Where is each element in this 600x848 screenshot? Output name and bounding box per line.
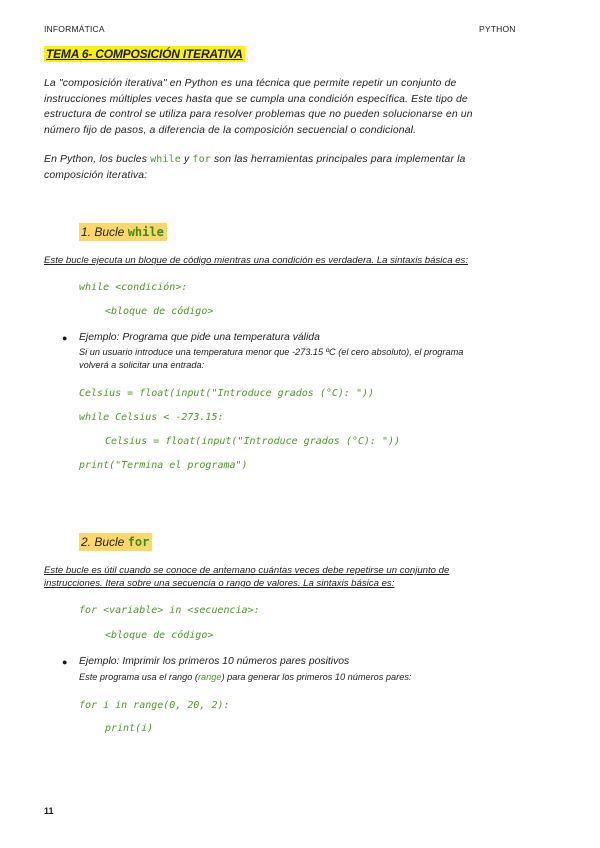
intro-line: estructura de control se utiliza para resolver problemas que no pueden solucionarse en un (44, 109, 473, 120)
header-topic: PYTHON (479, 24, 516, 34)
for-example-pre: Este programa usa el rango ( (79, 672, 198, 682)
intro-line: número fijo de pasos, a diferencia de la composición secuencial o condicional. (44, 124, 417, 136)
intro-line: La "composición iterativa" en Python es una técnica que permite repetir un conjunto de (44, 78, 457, 89)
section-while-description: Este bucle ejecuta un bloque de código mientras una condición es verdadera. La sintaxis básica es: (44, 255, 468, 266)
while-example-line: volverá a solicitar una entrada: (79, 360, 205, 370)
section-heading-keyword: while (127, 225, 164, 239)
for-syntax-line-2: <bloque de código> (105, 630, 214, 641)
intro2-paragraph (44, 152, 564, 183)
bullet-dot: ● (62, 333, 68, 343)
page-title-wrap (44, 45, 245, 63)
section-heading-prefix: 1. Bucle (81, 225, 128, 239)
for-syntax-line-1: for <variable> in <secuencia>: (79, 605, 260, 616)
bullet-dot: ● (62, 657, 68, 667)
intro2-mid: y (180, 154, 193, 165)
while-code-line-2: while Celsius < -273.15: (79, 412, 224, 423)
page-title: TEMA 6- COMPOSICIÓN ITERATIVA (46, 47, 243, 61)
for-example-post: ) para generar los primeros 10 números pares: (221, 672, 412, 682)
intro2-pre: En Python, los bucles (44, 154, 151, 165)
for-desc-line: Este bucle es útil cuando se conoce de antemano cuántas veces debe repetirse un conjunto de (44, 565, 450, 576)
section-heading-prefix: 2. Bucle (81, 535, 128, 549)
page-number: 11 (44, 806, 54, 816)
for-example-description (79, 671, 579, 684)
for-example-title: Ejemplo: Imprimir los primeros 10 números pares positivos (79, 656, 350, 667)
while-syntax-line-2: <bloque de código> (105, 306, 214, 317)
while-code-line-3: Celsius = float(input("Introduce grados (°C): ")) (105, 436, 401, 447)
section-while-heading (79, 223, 167, 241)
while-example-title: Ejemplo: Programa que pide una temperatura válida (79, 332, 320, 343)
while-example-description (79, 346, 579, 372)
section-for-description (44, 564, 574, 590)
for-desc-line: instrucciones. Itera sobre una secuencia o rango de valores. La sintaxis básica es: (44, 578, 395, 589)
intro-paragraph (44, 76, 564, 138)
intro-line: instrucciones múltiples veces hasta que se cumpla una condición específica. Este tipo de (44, 93, 468, 105)
for-code-line-2: print(i) (105, 723, 154, 734)
while-code-line-4: print("Termina el programa") (79, 460, 248, 471)
while-code-line-1: Celsius = float(input("Introduce grados (°C): ")) (79, 388, 375, 399)
header-subject: INFORMÁTICA (44, 24, 105, 34)
for-code-line-1: for i in range(0, 20, 2): (79, 700, 230, 711)
keyword-while: while (150, 154, 181, 165)
while-syntax-line-1: while <condición>: (79, 282, 188, 293)
intro2-post: son las herramientas principales para implementar la (210, 154, 466, 165)
keyword-range: range (198, 672, 222, 682)
keyword-for: for (192, 154, 211, 165)
while-example-line: Si un usuario introduce una temperatura menor que -273.15 ºC (el cero absoluto), el programa (79, 347, 464, 357)
intro2-line2: composición iterativa: (44, 169, 148, 181)
section-heading-keyword: for (127, 535, 150, 549)
section-for-heading (79, 533, 152, 551)
